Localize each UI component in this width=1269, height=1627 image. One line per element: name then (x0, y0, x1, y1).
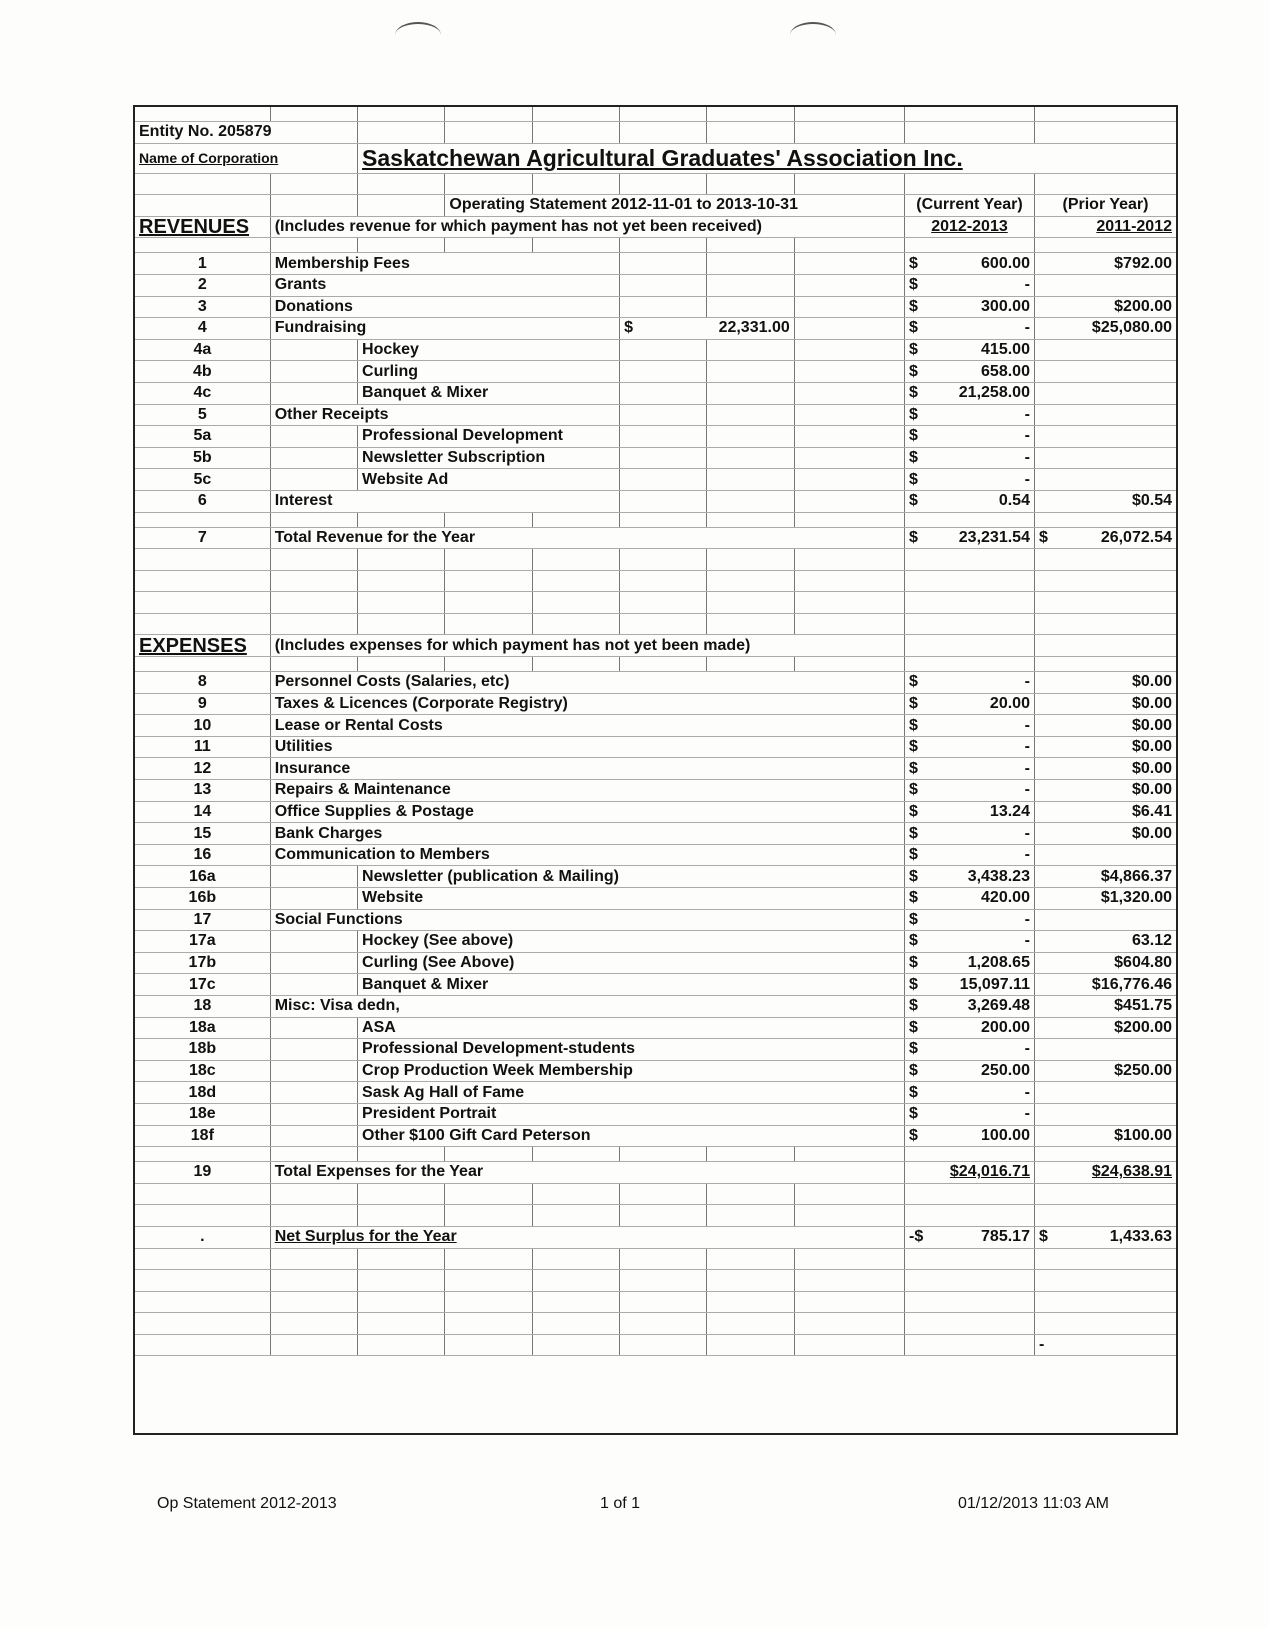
current-year-value: - (1024, 427, 1030, 445)
expenses-heading: EXPENSES (135, 635, 270, 657)
line-label: Grants (270, 274, 619, 296)
table-row (135, 844, 1176, 866)
dollar-sign: $ (908, 738, 918, 756)
current-year-value: - (1024, 716, 1030, 734)
table-row (135, 1060, 1176, 1082)
line-label: Personnel Costs (Salaries, etc) (270, 672, 904, 694)
current-year-value: 658.00 (981, 362, 1030, 380)
line-label: Fundraising (270, 318, 619, 340)
prior-year-value (1034, 447, 1176, 469)
dollar-sign: $ (908, 1083, 918, 1101)
prior-year-value: $6.41 (1034, 801, 1176, 823)
current-year-value: - (1024, 276, 1030, 294)
current-year-label: (Current Year) (904, 195, 1034, 217)
dollar-sign: $ (908, 716, 918, 734)
statement-title: Operating Statement 2012-11-01 to 2013-10-31 (445, 195, 905, 217)
punch-hole-right (790, 22, 836, 48)
total-expenses-current: $24,016.71 (904, 1162, 1034, 1184)
current-year-value: - (1024, 673, 1030, 691)
line-label: Membership Fees (270, 253, 619, 275)
line-number: 2 (135, 274, 270, 296)
line-label: Donations (270, 296, 619, 318)
total-expenses-prior: $24,638.91 (1034, 1162, 1176, 1184)
line-label: Other $100 Gift Card Peterson (358, 1125, 905, 1147)
table-row (135, 866, 1176, 888)
line-number: 18f (135, 1125, 270, 1147)
total-expenses-row: 19 Total Expenses for the Year $24,016.71 $24,638.91 (135, 1162, 1176, 1184)
line-label: ASA (358, 1017, 905, 1039)
corporation-name: Saskatchewan Agricultural Graduates' Association Inc. (358, 143, 1176, 173)
table-row (135, 447, 1176, 469)
table-row (135, 715, 1176, 737)
line-number: 16a (135, 866, 270, 888)
current-year-value: 3,269.48 (967, 997, 1030, 1015)
dollar-sign: $ (908, 319, 918, 337)
dollar-sign: $ (1038, 528, 1048, 546)
table-row (135, 909, 1176, 931)
line-number: 17b (135, 952, 270, 974)
current-year-value: 200.00 (981, 1018, 1030, 1036)
line-label: Repairs & Maintenance (270, 780, 904, 802)
dollar-sign: $ (908, 867, 918, 885)
line-number: 5b (135, 447, 270, 469)
prior-year-value (1034, 469, 1176, 491)
table-row (135, 382, 1176, 404)
current-year-value: - (1024, 759, 1030, 777)
line-number: 18a (135, 1017, 270, 1039)
dollar-sign: $ (908, 997, 918, 1015)
prior-year-value (1034, 1082, 1176, 1104)
table-row (135, 274, 1176, 296)
line-label: Office Supplies & Postage (270, 801, 904, 823)
dollar-sign: $ (908, 1018, 918, 1036)
dollar-sign: $ (908, 889, 918, 907)
prior-year-value: $604.80 (1034, 952, 1176, 974)
expenses-note: (Includes expenses for which payment has not yet been made) (270, 635, 904, 657)
prior-year-value: $250.00 (1034, 1060, 1176, 1082)
footer-page-number: 1 of 1 (600, 1495, 641, 1512)
dollar-sign: $ (908, 781, 918, 799)
prior-year-value: $0.00 (1034, 780, 1176, 802)
dollar-sign: $ (908, 1126, 918, 1144)
table-row (135, 1082, 1176, 1104)
current-year-value: - (1024, 1040, 1030, 1058)
line-number: 18b (135, 1039, 270, 1061)
line-label: Social Functions (270, 909, 904, 931)
dollar-sign: $ (624, 319, 633, 337)
line-number: 16 (135, 844, 270, 866)
line-number: 13 (135, 780, 270, 802)
dollar-sign: $ (908, 449, 918, 467)
dollar-sign: $ (908, 384, 918, 402)
table-row (135, 1103, 1176, 1125)
prior-year-value (1034, 1039, 1176, 1061)
prior-year-label: (Prior Year) (1034, 195, 1176, 217)
prior-year-value: $0.00 (1034, 672, 1176, 694)
total-revenue-current: 23,231.54 (958, 528, 1030, 546)
line-number: 3 (135, 296, 270, 318)
line-label: Newsletter Subscription (358, 447, 620, 469)
line-label: Misc: Visa dedn, (270, 995, 904, 1017)
punch-hole-left (395, 22, 441, 48)
dollar-sign: $ (908, 975, 918, 993)
line-number: 10 (135, 715, 270, 737)
revenues-heading: REVENUES (135, 216, 270, 238)
line-label: Hockey (358, 339, 620, 361)
line-number: 18c (135, 1060, 270, 1082)
table-row (135, 974, 1176, 996)
current-year-value: 0.54 (998, 492, 1030, 510)
line-label: Bank Charges (270, 823, 904, 845)
line-label: Banquet & Mixer (358, 974, 905, 996)
line-number: 5a (135, 426, 270, 448)
prior-year-value (1034, 426, 1176, 448)
line-number: 18e (135, 1103, 270, 1125)
line-number: 18 (135, 995, 270, 1017)
current-year-value: - (1024, 846, 1030, 864)
table-row (135, 296, 1176, 318)
dollar-sign: $ (1038, 1228, 1048, 1246)
table-row (135, 404, 1176, 426)
dollar-sign: $ (908, 954, 918, 972)
current-year-value: - (1024, 932, 1030, 950)
prior-year-value: $0.00 (1034, 823, 1176, 845)
prior-year-value: $0.00 (1034, 736, 1176, 758)
current-year-value: 3,438.23 (967, 867, 1030, 885)
line-number: 12 (135, 758, 270, 780)
line-label: Lease or Rental Costs (270, 715, 904, 737)
current-year-period: 2012-2013 (904, 216, 1034, 238)
line-number: 14 (135, 801, 270, 823)
line-label: Other Receipts (270, 404, 619, 426)
table-row (135, 888, 1176, 910)
net-surplus-row: . Net Surplus for the Year -$ 785.17 $ 1,433.63 (135, 1226, 1176, 1248)
current-year-value: - (1024, 824, 1030, 842)
line-number: 5 (135, 404, 270, 426)
current-year-value: - (1024, 1105, 1030, 1123)
line-label: Insurance (270, 758, 904, 780)
line-number: 8 (135, 672, 270, 694)
table-row (135, 931, 1176, 953)
dollar-sign: $ (908, 1062, 918, 1080)
table-row (135, 758, 1176, 780)
line-label: Interest (270, 490, 619, 512)
prior-year-value (1034, 382, 1176, 404)
total-revenue-label: Total Revenue for the Year (270, 527, 904, 549)
line-number: 16b (135, 888, 270, 910)
line-label: Sask Ag Hall of Fame (358, 1082, 905, 1104)
prior-year-value (1034, 844, 1176, 866)
dollar-sign: $ (908, 470, 918, 488)
net-surplus-label: Net Surplus for the Year (270, 1226, 904, 1248)
net-surplus-current-prefix: -$ (908, 1228, 924, 1246)
prior-year-value: $451.75 (1034, 995, 1176, 1017)
dollar-sign: $ (908, 276, 918, 294)
line-label: Professional Development-students (358, 1039, 905, 1061)
current-year-value: - (1024, 449, 1030, 467)
current-year-value: - (1024, 319, 1030, 337)
prior-year-value: $792.00 (1034, 253, 1176, 275)
total-revenue-prior: 26,072.54 (1100, 528, 1172, 546)
net-surplus-current: 785.17 (981, 1228, 1030, 1246)
prior-year-value: 63.12 (1034, 931, 1176, 953)
current-year-value: 13.24 (989, 802, 1030, 820)
current-year-value: 1,208.65 (967, 954, 1030, 972)
current-year-value: - (1024, 738, 1030, 756)
prior-year-value (1034, 404, 1176, 426)
dollar-sign: $ (908, 341, 918, 359)
dollar-sign: $ (908, 759, 918, 777)
table-row (135, 339, 1176, 361)
dollar-sign: $ (908, 824, 918, 842)
line-label: Utilities (270, 736, 904, 758)
table-row (135, 469, 1176, 491)
dollar-sign: $ (908, 254, 918, 272)
prior-year-value: $0.00 (1034, 758, 1176, 780)
prior-year-value (1034, 1103, 1176, 1125)
current-year-value: 21,258.00 (958, 384, 1030, 402)
dollar-sign: $ (908, 802, 918, 820)
line-number: 17c (135, 974, 270, 996)
footer-document-name: Op Statement 2012-2013 (157, 1495, 337, 1512)
subtotal-value: 22,331.00 (718, 319, 790, 337)
table-row (135, 1017, 1176, 1039)
line-label: Curling (358, 361, 620, 383)
table-row (135, 490, 1176, 512)
prior-year-value: $100.00 (1034, 1125, 1176, 1147)
table-row (135, 995, 1176, 1017)
prior-year-value (1034, 274, 1176, 296)
current-year-value: 100.00 (981, 1126, 1030, 1144)
table-row (135, 780, 1176, 802)
line-number: 17 (135, 909, 270, 931)
statement-table (135, 107, 1176, 1356)
line-number: 17a (135, 931, 270, 953)
revenues-note: (Includes revenue for which payment has not yet been received) (270, 216, 904, 238)
line-label: Website Ad (358, 469, 620, 491)
dollar-sign: $ (908, 492, 918, 510)
net-surplus-prior: 1,433.63 (1109, 1228, 1172, 1246)
line-number: 18d (135, 1082, 270, 1104)
table-row (135, 693, 1176, 715)
current-year-value: - (1024, 910, 1030, 928)
line-label: Hockey (See above) (358, 931, 905, 953)
line-label: President Portrait (358, 1103, 905, 1125)
table-row (135, 318, 1176, 340)
line-number: 4a (135, 339, 270, 361)
prior-year-value: $1,320.00 (1034, 888, 1176, 910)
table-row (135, 1039, 1176, 1061)
current-year-value: 20.00 (989, 694, 1030, 712)
current-year-value: 300.00 (981, 297, 1030, 315)
dollar-sign: $ (908, 427, 918, 445)
current-year-value: 420.00 (981, 889, 1030, 907)
line-label: Newsletter (publication & Mailing) (358, 866, 905, 888)
current-year-value: - (1024, 470, 1030, 488)
line-number: 4 (135, 318, 270, 340)
current-year-value: 15,097.11 (959, 975, 1030, 993)
name-of-corporation-label: Name of Corporation (135, 143, 358, 173)
dollar-sign: $ (908, 528, 918, 546)
line-label: Communication to Members (270, 844, 904, 866)
footer-timestamp: 01/12/2013 11:03 AM (958, 1495, 1109, 1512)
table-row (135, 952, 1176, 974)
prior-year-value: $16,776.46 (1034, 974, 1176, 996)
line-label: Professional Development (358, 426, 620, 448)
prior-year-value: $0.00 (1034, 693, 1176, 715)
dollar-sign: $ (908, 297, 918, 315)
total-expenses-label: Total Expenses for the Year (270, 1162, 904, 1184)
current-year-value: - (1024, 1083, 1030, 1101)
table-row (135, 253, 1176, 275)
dollar-sign: $ (908, 405, 918, 423)
line-number: 6 (135, 490, 270, 512)
dollar-sign: $ (908, 910, 918, 928)
total-revenue-row: 7 Total Revenue for the Year $ 23,231.54 $ 26,072.54 (135, 527, 1176, 549)
current-year-value: 250.00 (981, 1062, 1030, 1080)
table-row (135, 823, 1176, 845)
dollar-sign: $ (908, 932, 918, 950)
line-number: 11 (135, 736, 270, 758)
table-row (135, 736, 1176, 758)
dollar-sign: $ (908, 362, 918, 380)
prior-year-value: $0.00 (1034, 715, 1176, 737)
table-row (135, 801, 1176, 823)
prior-year-period: 2011-2012 (1034, 216, 1176, 238)
prior-year-value: $200.00 (1034, 296, 1176, 318)
line-label: Taxes & Licences (Corporate Registry) (270, 693, 904, 715)
table-row (135, 672, 1176, 694)
table-row (135, 426, 1176, 448)
current-year-value: 415.00 (981, 341, 1030, 359)
line-number: 1 (135, 253, 270, 275)
dollar-sign: $ (908, 694, 918, 712)
line-number: 5c (135, 469, 270, 491)
current-year-value: - (1024, 781, 1030, 799)
dollar-sign: $ (908, 846, 918, 864)
line-number: 15 (135, 823, 270, 845)
prior-year-value: $4,866.37 (1034, 866, 1176, 888)
line-number: 4b (135, 361, 270, 383)
line-number: 9 (135, 693, 270, 715)
dollar-sign: $ (908, 1040, 918, 1058)
line-label: Curling (See Above) (358, 952, 905, 974)
prior-year-value: $200.00 (1034, 1017, 1176, 1039)
line-label: Website (358, 888, 905, 910)
prior-year-value (1034, 339, 1176, 361)
current-year-value: 600.00 (981, 254, 1030, 272)
line-label: Crop Production Week Membership (358, 1060, 905, 1082)
prior-year-value (1034, 909, 1176, 931)
entity-number: Entity No. 205879 (135, 122, 358, 144)
table-row (135, 1125, 1176, 1147)
prior-year-value: $0.54 (1034, 490, 1176, 512)
current-year-value: - (1024, 405, 1030, 423)
prior-year-value (1034, 361, 1176, 383)
dollar-sign: $ (908, 673, 918, 691)
operating-statement-sheet (133, 105, 1178, 1435)
prior-year-value: $25,080.00 (1034, 318, 1176, 340)
line-number: 4c (135, 382, 270, 404)
line-label: Banquet & Mixer (358, 382, 620, 404)
dollar-sign: $ (908, 1105, 918, 1123)
table-row (135, 361, 1176, 383)
trailing-dash: - (1034, 1334, 1176, 1356)
